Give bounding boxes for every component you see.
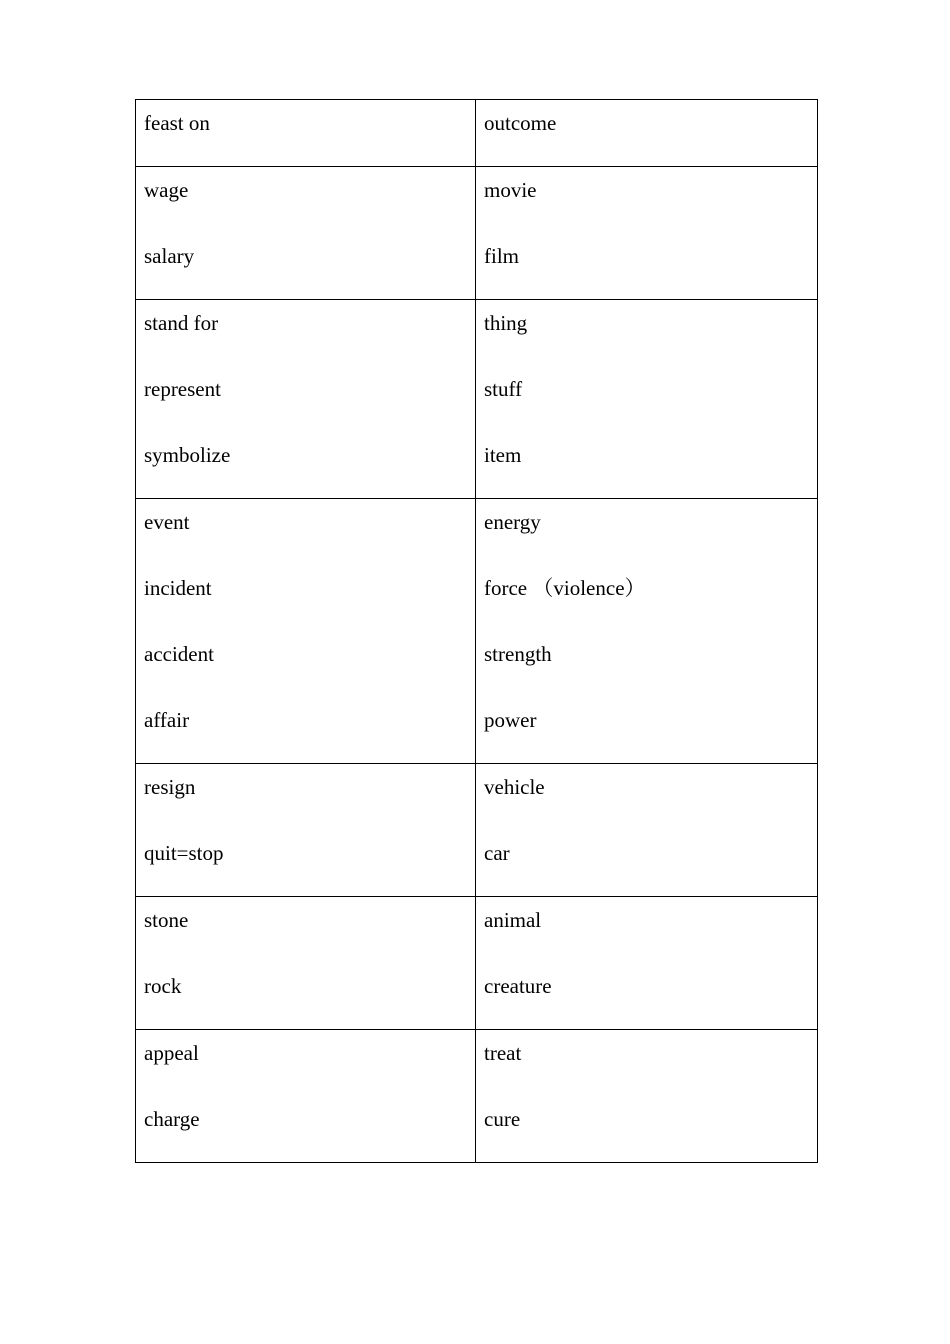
table-cell-right xyxy=(476,100,818,167)
table-cell-left xyxy=(136,1030,476,1163)
table-row xyxy=(136,897,818,1030)
word-entry: energy xyxy=(484,510,541,534)
word-entry: strength xyxy=(484,642,552,666)
word-entry: event xyxy=(144,510,190,534)
table-row xyxy=(136,300,818,499)
word-entry: creature xyxy=(484,974,552,998)
word-entry: animal xyxy=(484,908,542,932)
word-entry: wage xyxy=(144,178,189,202)
table-row xyxy=(136,100,818,167)
word-entry: rock xyxy=(144,974,182,998)
word-entry: force （violence） xyxy=(484,576,646,600)
word-entry: feast on xyxy=(144,111,210,135)
word-entry: resign xyxy=(144,775,196,799)
word-entry: car xyxy=(484,841,510,865)
table-row xyxy=(136,167,818,300)
table-cell-left xyxy=(136,167,476,300)
table-cell-right xyxy=(476,897,818,1030)
word-entry: outcome xyxy=(484,111,557,135)
word-entry: affair xyxy=(144,708,190,732)
table-cell-right xyxy=(476,300,818,499)
word-entry: item xyxy=(484,443,522,467)
table-cell-right xyxy=(476,1030,818,1163)
table-cell-left xyxy=(136,764,476,897)
table-row xyxy=(136,499,818,764)
table-cell-right xyxy=(476,499,818,764)
word-entry: stuff xyxy=(484,377,523,401)
word-entry: stand for xyxy=(144,311,219,335)
word-entry: vehicle xyxy=(484,775,545,799)
table-cell-left xyxy=(136,897,476,1030)
word-entry: cure xyxy=(484,1107,521,1131)
word-entry: power xyxy=(484,708,537,732)
word-entry: stone xyxy=(144,908,189,932)
word-entry: represent xyxy=(144,377,221,401)
table-cell-left xyxy=(136,300,476,499)
word-entry: appeal xyxy=(144,1041,199,1065)
table-row xyxy=(136,1030,818,1163)
word-entry: salary xyxy=(144,244,195,268)
vocabulary-table xyxy=(135,99,818,1163)
word-entry: thing xyxy=(484,311,528,335)
table-cell-left xyxy=(136,100,476,167)
table-cell-right xyxy=(476,167,818,300)
table-cell-right xyxy=(476,764,818,897)
word-entry: symbolize xyxy=(144,443,231,467)
word-entry: film xyxy=(484,244,519,268)
word-entry: charge xyxy=(144,1107,200,1131)
table-cell-left xyxy=(136,499,476,764)
word-entry: quit=stop xyxy=(144,841,224,865)
table-row xyxy=(136,764,818,897)
word-entry: accident xyxy=(144,642,214,666)
word-entry: movie xyxy=(484,178,537,202)
word-entry: incident xyxy=(144,576,212,600)
word-entry: treat xyxy=(484,1041,522,1065)
